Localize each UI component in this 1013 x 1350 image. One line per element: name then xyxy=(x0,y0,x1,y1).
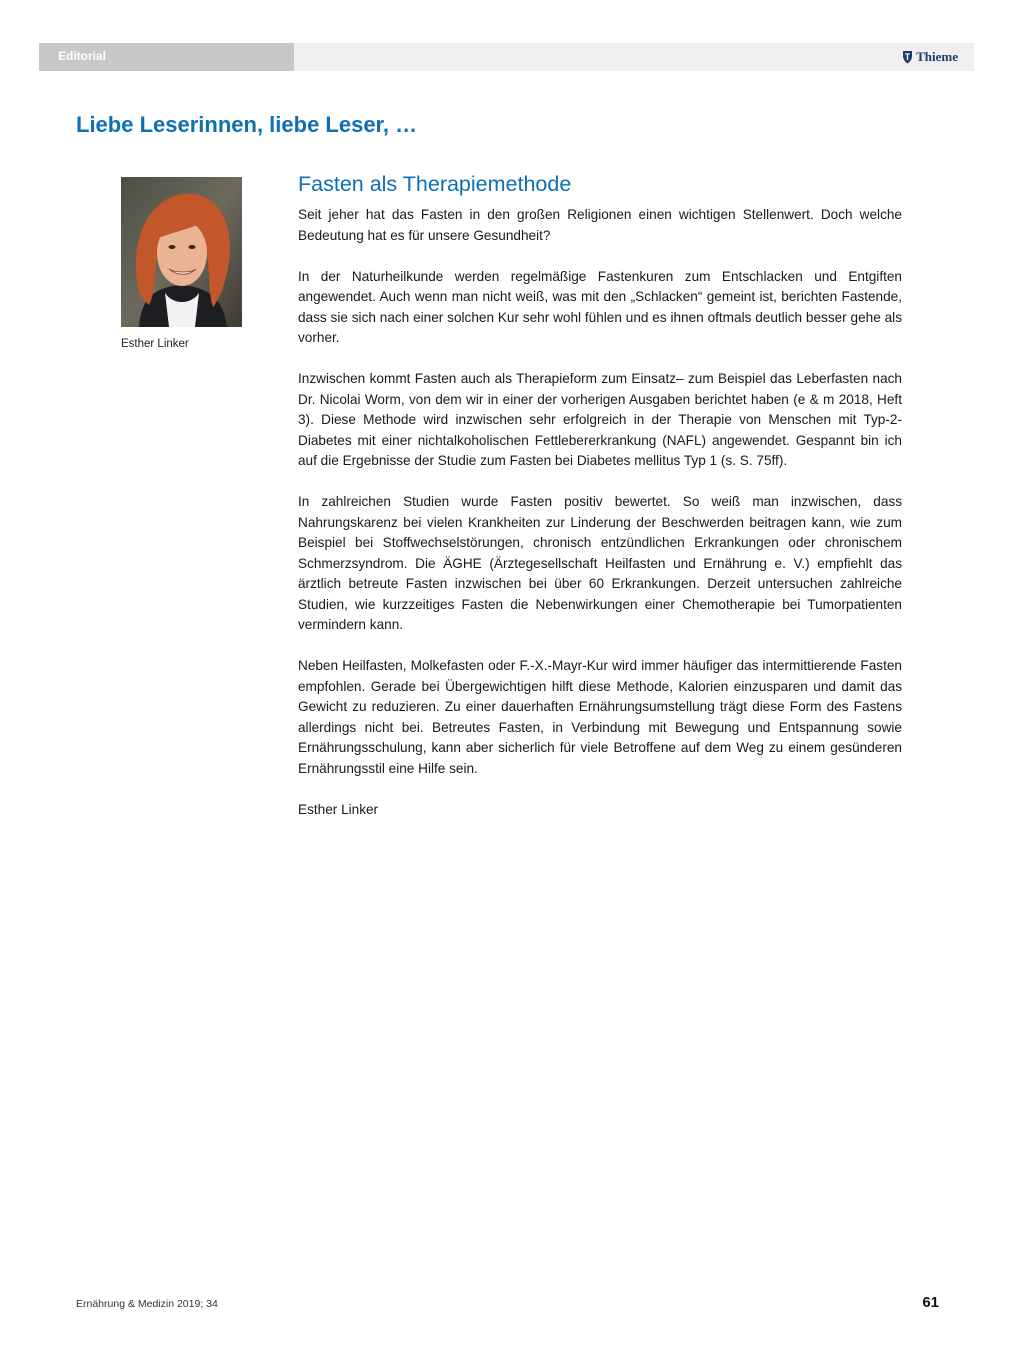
publisher-name: Thieme xyxy=(916,49,958,64)
publisher-logo xyxy=(902,49,958,65)
article-title: Fasten als Therapiemethode xyxy=(298,172,572,196)
author-portrait xyxy=(121,177,242,327)
article-paragraph: Inzwischen kommt Fasten auch als Therapieform zum Einsatz– zum Beispiel das Leberfasten nach Dr. Nicolai Worm, von dem wir in einer der vorherigen Ausgaben berichtet haben (e & m 2018, Heft 3). Diese Methode wird inzwischen sehr erfolgreich in der Therapie von Menschen mit Typ-2-Diabetes mit einer nichtalkoholischen Fettlebererkrankung (NAFL) angewendet. Gespannt bin ich auf die Ergebnisse der Studie zum Fasten bei Diabetes mellitus Typ 1 (s. S. 75ff). xyxy=(298,371,902,468)
article-paragraph: In der Naturheilkunde werden regelmäßige Fastenkuren zum Entschlacken und Entgiften angewendet. Auch wenn man nicht weiß, was mit den „Schlacken“ gemeint ist, berichten Fastende, dass sie sich nach einer solchen Kur sehr wohl fühlen und es ihnen oftmals deutlich besser gehe als vorher. xyxy=(298,268,902,345)
article-paragraph: Neben Heilfasten, Molkefasten oder F.-X.-Mayr-Kur wird immer häufiger das intermittierende Fasten empfohlen. Gerade bei Übergewichtigen hilft diese Methode, Kalorien einzusparen und damit das Gewicht zu reduzieren. Zu einer dauerhaften Ernährungsumstellung trägt diese Form des Fastens allerdings nicht bei. Betreutes Fasten, in Verbindung mit Bewegung und Entspannung sowie Ernährungsschulung, kann aber sicherlich für viele Betroffene auf dem Weg zu einem gesünderen Ernährungsstil eine Hilfe sein. xyxy=(298,658,902,776)
journal-citation: Ernährung & Medizin 2019; 34 xyxy=(76,1298,218,1310)
photo-caption: Esther Linker xyxy=(121,338,189,350)
article-paragraph: In zahlreichen Studien wurde Fasten positiv bewertet. So weiß man inzwischen, dass Nahrungskarenz bei vielen Krankheiten zur Linderung der Beschwerden beitragen kann, wie zum Beispiel bei Stoffwechselstörungen, chronisch entzündlichen Erkrankungen oder chronischem Schmerzsyndrom. Die ÄGHE (Ärztegesellschaft Heilfasten und Ernährung e. V.) empfiehlt das ärztlich betreute Fasten inzwischen bei über 60 Erkrankungen. Derzeit untersuchen zahlreiche Studien, wie kurzzeitiges Fasten die Nebenwirkungen einer Chemotherapie bei Tumorpatienten vermindern kann. xyxy=(298,494,902,632)
article-paragraph: Seit jeher hat das Fasten in den großen Religionen einen wichtigen Stellenwert. Doch welche Bedeutung hat es für unsere Gesundheit? xyxy=(298,207,902,243)
section-header-band xyxy=(39,43,974,71)
author-signature: Esther Linker xyxy=(298,801,379,817)
page-title: Liebe Leserinnen, liebe Leser, … xyxy=(76,112,418,137)
page-number: 61 xyxy=(922,1294,939,1311)
thieme-logo-icon xyxy=(902,50,913,64)
section-label: Editorial xyxy=(58,49,107,63)
section-tab xyxy=(39,43,294,71)
editorial-article xyxy=(298,170,902,820)
